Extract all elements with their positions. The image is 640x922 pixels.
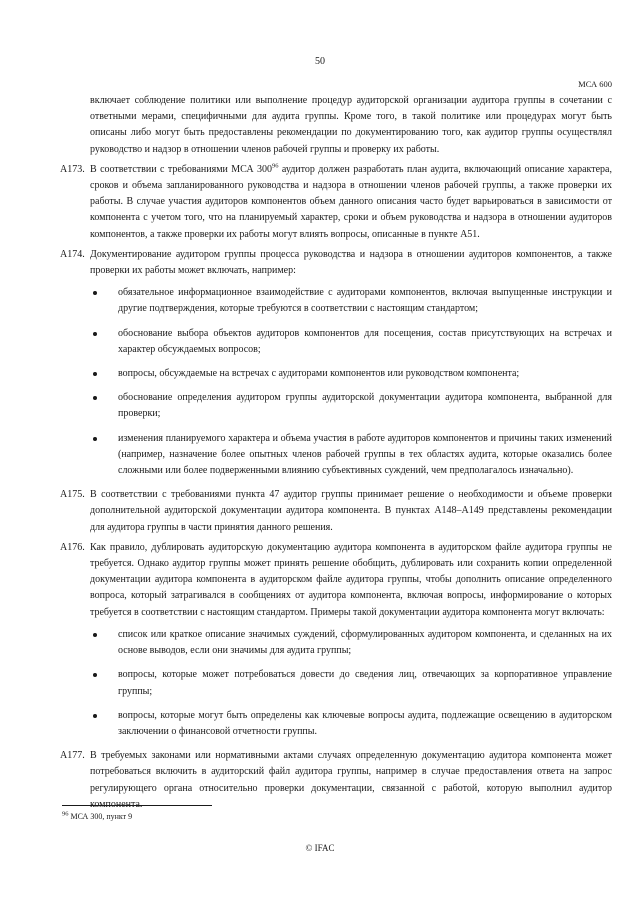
footnote-marker: 96: [62, 810, 69, 818]
bullet-icon: [93, 332, 97, 336]
paragraph-number: A173.: [60, 163, 85, 175]
paragraph-number: A176.: [60, 541, 85, 553]
bullet-icon: [93, 633, 97, 637]
running-header: МСА 600: [578, 79, 612, 89]
paragraph-a176: [60, 540, 612, 740]
bullet-list: [90, 627, 612, 740]
paragraph-number: A177.: [60, 750, 85, 762]
paragraph-a173: [60, 162, 612, 243]
list-item: обоснование выбора объектов аудиторов компонентов для посещения, состав присутствующих на встречах и характер обсуждаемых вопросов;: [90, 326, 612, 358]
list-item: вопросы, обсуждаемые на встречах с аудиторами компонентов или руководством компонента;: [90, 366, 612, 382]
bullet-icon: [93, 714, 97, 718]
paragraph-text: Документирование аудитором группы процесса руководства и надзора в отношении аудиторов компонентов, а также проверки их работы может включать, например:: [90, 248, 612, 277]
bullet-icon: [93, 396, 97, 400]
page-number: 50: [315, 56, 325, 67]
list-item: изменения планируемого характера и объема участия в работе аудиторов компонентов и причины таких изменений (например, назначение более опытных членов рабочей группы в тех областях аудита, которые оказались более сложными или более подверженными влиянию субъективных суждений, чем предполагалось изначально).: [90, 431, 612, 480]
paragraph-a177: [60, 748, 612, 813]
bullet-icon: [93, 372, 97, 376]
paragraph-number: A175.: [60, 489, 85, 501]
bullet-icon: [93, 673, 97, 677]
intro-paragraph: включает соблюдение политики или выполнение процедур аудиторской организации аудитора группы в сочетании с ответными мерами, специфичными для аудита группы. Кроме того, в такой политике или процедурах могут быть описаны либо могут быть предоставлены рекомендации по документированию того, как аудитор группы осуществлял руководство и надзор в отношении членов рабочей группы и проверку их работы.: [90, 95, 612, 155]
footnote-text: МСА 300, пункт 9: [68, 812, 133, 821]
page-footer: © IFAC: [305, 843, 335, 853]
paragraph-text: В требуемых законами или нормативными актами случаях определенную документацию аудитора компонента может потребоваться включить в аудиторский файл аудитора группы, например в случае предоставления ответа на запрос регулирующего органа относительно проверки документации, связанной с работой, которую выполнил аудитор компонента.: [90, 750, 612, 810]
footnote: [62, 812, 132, 821]
bullet-icon: [93, 291, 97, 295]
paragraph-a174: [60, 247, 612, 479]
paragraph-text: Как правило, дублировать аудиторскую документацию аудитора компонента в аудиторском файле аудитора группы не требуется. Однако аудитор группы может принять решение обобщить, дублировать или сохранить копии определенной документации аудитора компонента в аудиторском файле аудитора группы, чтобы дополнить описание определенного вопроса, который затрагивался в сообщениях от аудитора компонента, включая вопросы, информирование о которых требуется в соответствии с настоящим стандартом. Примеры такой документации аудитора компонента могут включать:: [90, 541, 612, 618]
list-item: обоснование определения аудитором группы аудиторской документации аудитора компонента, выбранной для проверки;: [90, 390, 612, 422]
list-item: список или краткое описание значимых суждений, сформулированных аудитором компонента, и сделанных на их основе выводов, если они значимы для аудита группы;: [90, 627, 612, 659]
list-item: вопросы, которые могут быть определены как ключевые вопросы аудита, подлежащие освещению в аудиторском заключении о финансовой отчетности группы.: [90, 708, 612, 740]
footnote-divider: [62, 805, 212, 806]
paragraph-number: A174.: [60, 248, 85, 260]
paragraph-text: В соответствии с требованиями МСА $300^{96}$ аудитор должен разработать план аудита, включающий описание характера, сроков и объема запланированного руководства и надзора в отношении членов рабочей группы, а также проверки их работы. В случае участия аудиторов компонентов объем данного описания часто будет варьироваться в зависимости от компонента с учетом того, что на планируемый характер, сроки и объем руководства и надзора в отношении аудиторов компонентов, а также проверки их работы могут влиять вопросы, описанные в пункте A51.: [90, 162, 612, 240]
bullet-list: [90, 285, 612, 479]
paragraph-a175: [60, 487, 612, 536]
list-item: вопросы, которые может потребоваться довести до сведения лиц, отвечающих за корпоративное управление группы;: [90, 667, 612, 699]
list-item: обязательное информационное взаимодействие с аудиторами компонентов, включая выпущенные инструкции и другие подтверждения, которые требуются в соответствии с настоящим стандартом;: [90, 285, 612, 317]
body-text: [60, 93, 612, 813]
bullet-icon: [93, 437, 97, 441]
footnote-reference: 96: [271, 162, 279, 170]
paragraph-text: В соответствии с требованиями пункта 47 аудитор группы принимает решение о необходимости и объеме проверки дополнительной аудиторской документации аудитора компонента. В пунктах A148–A149 представлены рекомендации для аудитора группы в части принятия данного решения.: [90, 489, 612, 533]
